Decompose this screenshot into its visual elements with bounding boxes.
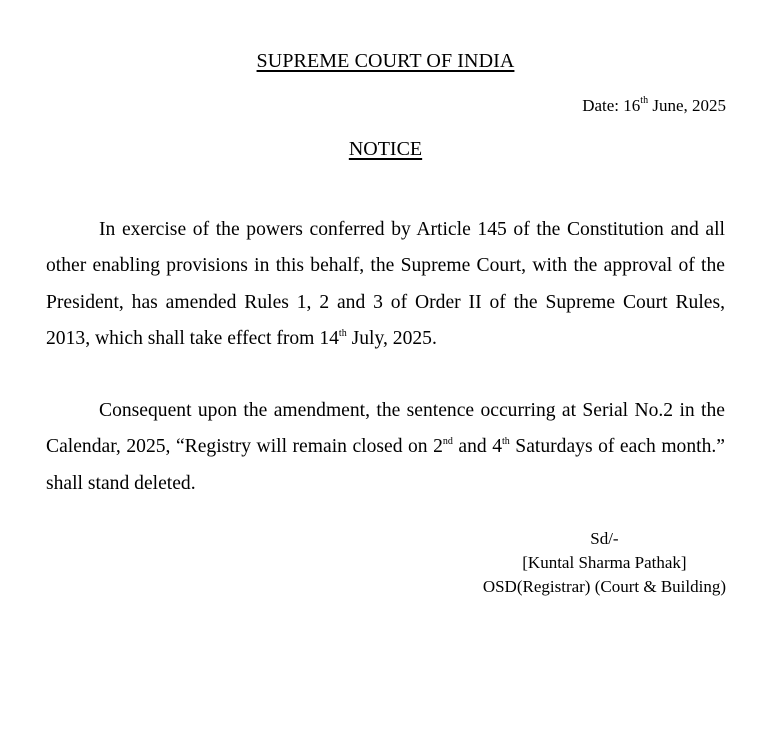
para2-text-1: Consequent upon the amendment, the sentence occurring at Serial No.2 in the Calendar, 2025, “Registry will remain closed on 2 xyxy=(46,400,725,458)
para1-text-1: In exercise of the powers conferred by Article 145 of the Constitution and all other enabling provisions in this behalf, the Supreme Court, with the approval of the President, has amended Rules 1, 2 and 3 of Order II of the Supreme Court Rules, 2013, which shall take effect from 14 xyxy=(46,219,725,349)
para1-text-2: July, 2025. xyxy=(346,327,437,349)
signatory-designation: OSD(Registrar) (Court & Building) xyxy=(482,577,726,596)
notice-heading: NOTICE xyxy=(348,138,423,160)
notice-date xyxy=(582,96,726,116)
signature-block xyxy=(483,527,726,599)
paragraph-consequence xyxy=(46,393,725,502)
para2-text-2: and 4 xyxy=(452,436,503,458)
court-title: SUPREME COURT OF INDIA xyxy=(256,50,515,72)
signature-sd: Sd/- xyxy=(590,529,619,548)
date-prefix: Date: 16 xyxy=(582,96,641,115)
date-suffix: June, 2025 xyxy=(648,96,726,115)
para2-text-3: Saturdays of each month.” shall stand deleted. xyxy=(46,436,725,494)
para1-ordinal: th xyxy=(338,327,347,339)
paragraph-amendment xyxy=(46,212,725,357)
signatory-name: [Kuntal Sharma Pathak] xyxy=(522,553,687,572)
para2-ordinal-2: th xyxy=(502,436,510,448)
para2-ordinal-1: nd xyxy=(442,436,453,448)
date-ordinal: th xyxy=(640,95,649,106)
